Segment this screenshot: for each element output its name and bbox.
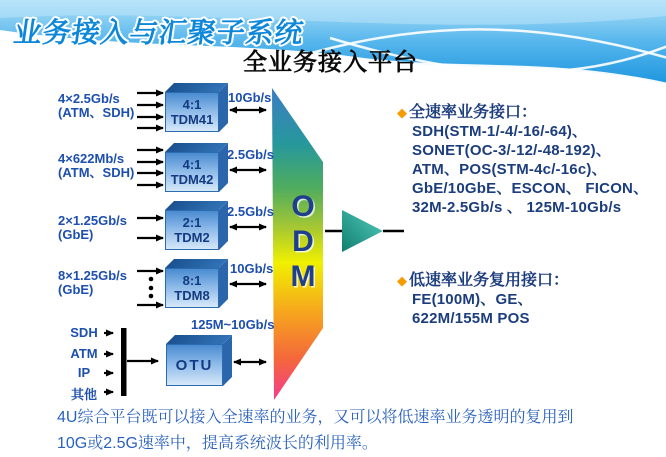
input-rate-text: 4×2.5Gb/s — [58, 91, 120, 106]
odm-letter: M — [290, 260, 316, 293]
tdm41-input-arrows — [137, 93, 163, 128]
input-label-tdm41 — [58, 92, 134, 120]
rate-label-tdm42: 2.5Gb/s — [227, 147, 274, 162]
rate-label-otu: 125M~10Gb/s — [191, 317, 275, 332]
rate-label-tdm2: 2.5Gb/s — [227, 204, 274, 219]
input-type-text: (GbE) — [58, 282, 94, 297]
tdm42-input-arrows — [137, 150, 163, 185]
odm-letter: D — [292, 225, 314, 258]
full-rate-interfaces-section — [397, 103, 663, 217]
otu-collector-bar — [121, 328, 127, 396]
section-title: 低速率业务复用接口： — [409, 272, 570, 289]
otu-box — [166, 344, 223, 386]
input-type-text: (ATM、SDH) — [58, 105, 135, 120]
odm-letter: O — [291, 190, 315, 223]
otu-input-label-other: 其他 — [70, 387, 97, 402]
section-heading — [397, 271, 663, 290]
mux-ratio: 8:1 — [182, 273, 202, 288]
tdm2-input-arrows — [137, 218, 163, 238]
interface-list-line: 622M/155M POS — [412, 310, 530, 327]
interface-list-line: ATM、POS(STM-4c/-16c)、 — [412, 161, 607, 178]
mux-ratio: 2:1 — [182, 215, 202, 230]
input-label-tdm2 — [58, 214, 127, 242]
input-type-text: (GbE) — [58, 227, 94, 242]
input-rate-text: 8×1.25Gb/s — [58, 268, 128, 283]
odm-label — [282, 189, 324, 294]
mux-ratio: 4:1 — [182, 157, 202, 172]
input-type-text: (ATM、SDH) — [58, 165, 135, 180]
tdm8-box — [165, 268, 219, 308]
mux-ratio: 4:1 — [182, 97, 202, 112]
tdm8-ellipsis-dots — [149, 277, 154, 299]
otu-input-label-atm: ATM — [70, 346, 98, 361]
footer-line: 4U综合平台既可以接入全速率的业务，又可以将低速率业务透明的复用到 — [57, 409, 574, 426]
page-title: 业务接入与汇聚子系统 — [11, 17, 306, 48]
otu-input-label-sdh: SDH — [70, 325, 98, 340]
tdm42-box — [165, 152, 219, 192]
otu-input-label-ip: IP — [77, 365, 91, 380]
box-front-face — [165, 92, 219, 132]
otu-name: OTU — [175, 356, 214, 374]
box-front-face — [165, 210, 219, 250]
tdm2-box — [165, 210, 219, 250]
rate-label-tdm41: 10Gb/s — [228, 90, 272, 105]
input-rate-text: 2×1.25Gb/s — [58, 213, 128, 228]
interface-list-line: SDH(STM-1/-4/-16/-64)、 — [412, 123, 588, 140]
mux-name: TDM8 — [174, 288, 210, 303]
input-label-tdm8 — [58, 269, 127, 297]
interface-list-line: FE(100M)、GE、 — [412, 291, 533, 308]
rate-label-tdm8: 10Gb/s — [230, 261, 274, 276]
low-rate-interfaces-section — [397, 271, 663, 328]
input-rate-text: 4×622Mb/s — [58, 151, 125, 166]
diagram-subtitle: 全业务接入平台 — [243, 49, 418, 76]
interface-list-line: GbE/10GbE、ESCON、 FICON、 — [412, 180, 649, 197]
mux-name: TDM41 — [170, 112, 214, 127]
box-side-face — [223, 335, 232, 386]
tdm41-box — [165, 92, 219, 132]
box-top-face — [166, 335, 232, 344]
odm-output-triangle — [342, 210, 383, 252]
footer-line: 10G或2.5G速率中，提高系统波长的利用率。 — [57, 435, 378, 452]
input-label-tdm42 — [58, 152, 134, 180]
box-front-face — [166, 344, 223, 386]
interface-list-line: 32M-2.5Gb/s 、 125M-10Gb/s — [412, 199, 622, 216]
box-front-face — [165, 152, 219, 192]
mux-name: TDM2 — [174, 230, 210, 245]
diamond-bullet-icon: ◆ — [397, 105, 407, 120]
section-heading — [397, 103, 663, 122]
interface-list-line: SONET(OC-3/-12/-48-192)、 — [412, 142, 612, 159]
section-title: 全速率业务接口： — [409, 104, 538, 121]
box-front-face — [165, 268, 219, 308]
mux-name: TDM42 — [170, 172, 214, 187]
footer-description — [57, 405, 573, 457]
diamond-bullet-icon: ◆ — [397, 273, 407, 288]
